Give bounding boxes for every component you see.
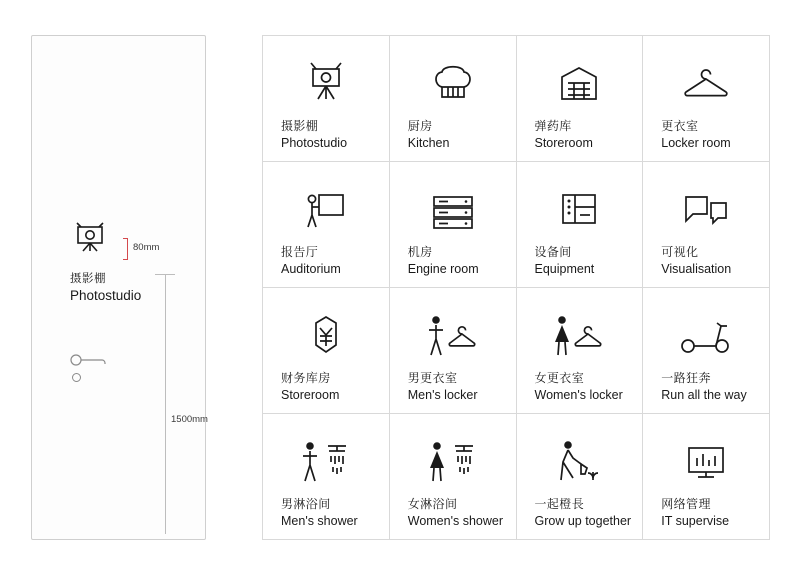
grid-item-en: Equipment (534, 262, 595, 276)
grid-cell[interactable] (517, 414, 644, 540)
photostudio-camera-icon (263, 58, 389, 110)
grid-cell[interactable] (517, 288, 644, 414)
grid-item-en: Photostudio (281, 136, 348, 150)
grid-item-en: Men's shower (281, 514, 358, 528)
grid-cell[interactable] (263, 162, 390, 288)
door-lock-icon (72, 373, 81, 382)
presentation-speaker-icon (263, 184, 389, 236)
grid-cell[interactable] (517, 162, 644, 288)
grid-item-cn: 女更衣室 (534, 371, 585, 385)
chef-hat-icon (390, 58, 516, 110)
pictogram-grid (262, 35, 770, 540)
woman-shower-icon (390, 436, 516, 488)
grid-cell[interactable] (263, 414, 390, 540)
grid-item-cn: 可视化 (661, 245, 699, 259)
warehouse-icon (517, 58, 643, 110)
grid-cell[interactable] (263, 36, 390, 162)
grid-item-en: Grow up together (534, 514, 632, 528)
grid-item-en: Storeroom (534, 136, 593, 150)
grid-item-en: Women's locker (534, 388, 623, 402)
man-shower-icon (263, 436, 389, 488)
grid-item-cn: 一起橙長 (534, 497, 585, 511)
grid-item-en: Women's shower (407, 514, 503, 528)
scooter-icon (643, 310, 769, 362)
grid-item-en: IT supervise (661, 514, 730, 528)
grid-item-en: Storeroom (281, 388, 340, 402)
server-rack-icon (390, 184, 516, 236)
grid-item-en: Run all the way (661, 388, 747, 402)
grid-item-cn: 机房 (407, 245, 433, 259)
dimension-sign-height (123, 238, 185, 262)
grid-item-en: Kitchen (407, 136, 450, 150)
grid-cell[interactable] (517, 36, 644, 162)
grid-cell[interactable] (643, 162, 770, 288)
grid-item-cn: 报告厅 (281, 245, 319, 259)
grid-item-cn: 男更衣室 (407, 371, 458, 385)
grid-cell[interactable] (643, 288, 770, 414)
grid-item-cn: 一路狂奔 (661, 371, 711, 385)
grid-item-cn: 网络管理 (661, 497, 711, 511)
dimension-line (165, 274, 166, 534)
grid-cell[interactable] (643, 36, 770, 162)
grid-item-en: Visualisation (661, 262, 732, 276)
person-watering-plant-icon (517, 436, 643, 488)
grid-cell[interactable] (390, 36, 517, 162)
woman-hanger-icon (517, 310, 643, 362)
door-sign-en: Photostudio (70, 288, 142, 303)
grid-item-cn: 弹药库 (534, 119, 572, 133)
grid-item-en: Men's locker (407, 388, 478, 402)
man-hanger-icon (390, 310, 516, 362)
dimension-mount-height-label: 1500mm (171, 414, 208, 425)
grid-item-en: Auditorium (281, 262, 341, 276)
speech-bubbles-icon (643, 184, 769, 236)
dimension-sign-height-label: 80mm (133, 242, 160, 253)
grid-cell[interactable] (263, 288, 390, 414)
grid-item-cn: 男淋浴间 (281, 497, 331, 511)
door-sign-cn: 摄影棚 (70, 273, 106, 285)
door-panel (31, 35, 206, 540)
network-monitor-icon (643, 436, 769, 488)
grid-item-cn: 女淋浴间 (407, 497, 458, 511)
dimension-bracket (123, 238, 128, 260)
grid-cell[interactable] (390, 288, 517, 414)
equipment-panel-icon (517, 184, 643, 236)
grid-cell[interactable] (390, 162, 517, 288)
grid-item-cn: 财务库房 (281, 371, 331, 385)
grid-item-cn: 更衣室 (661, 119, 699, 133)
dimension-mount-height (133, 274, 208, 534)
grid-item-cn: 摄影棚 (281, 119, 319, 133)
grid-item-cn: 设备间 (534, 245, 572, 259)
grid-item-en: Engine room (407, 262, 479, 276)
grid-item-cn: 厨房 (407, 119, 433, 133)
grid-cell[interactable] (643, 414, 770, 540)
grid-item-en: Locker room (661, 136, 731, 150)
hanger-icon (643, 58, 769, 110)
grid-cell[interactable] (390, 414, 517, 540)
yen-money-icon (263, 310, 389, 362)
